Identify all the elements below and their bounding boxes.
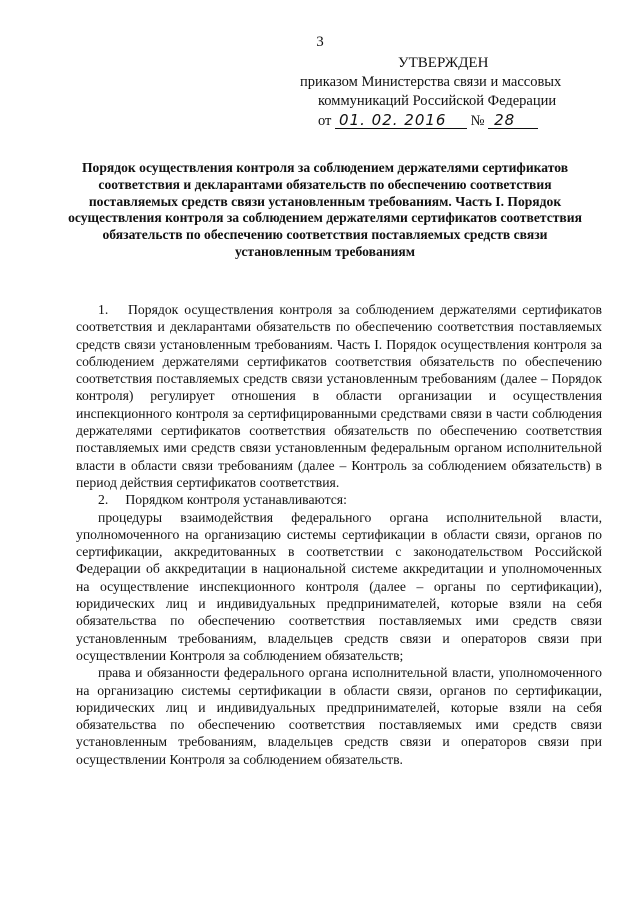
list-item [76,491,602,508]
approval-line-2: коммуникаций Российской Федерации [318,93,557,109]
paragraph: процедуры взаимодействия федерального органа исполнительной власти, уполномоченного на организацию системы сертификации в области связи, органов по сертификации, аккредитованных в соответствии с законодательством Российской Федерации об аккредитации в национальной системе аккредитации и уполномоченных на осуществление инспекционного контроля (далее – органы по сертификации), юридических лиц и индивидуальных предпринимателей, которые взяли на себя обязательства по обеспечению соответствия поставляемых ими средств связи установленным требованиям, владельцев средств связи и операторов связи при осуществлении Контроля за соблюдением обязательств; [76,509,602,663]
number-prefix: № [470,113,485,129]
approval-block [300,54,590,131]
approval-heading: УТВЕРЖДЕН [398,55,489,71]
item-number: 1. [98,302,109,317]
document-title: Порядок осуществления контроля за соблюдением держателями сертификатов соответствия и декларантами обязательств по обеспечению соответствия поставляемых средств связи установленным требованиям. Часть I. Порядок осуществления контроля за соблюдением держателями сертификатов соответствия обязательств по обеспечению соответствия поставляемых средств связи установленным требованиям [68,160,582,259]
paragraph: права и обязанности федерального органа исполнительной власти, уполномоченного на организацию системы сертификации в области связи, органов по сертификации, юридических лиц и индивидуальных предпринимателей, которые взяли на себя обязательства по обеспечению соответствия поставляемых ими средств связи установленным требованиям, владельцев средств связи и операторов связи при осуществлении Контроля за соблюдением обязательств. [76,665,602,767]
list-item [76,301,602,491]
handwritten-date: 01. 02. 2016 [335,112,467,129]
document-body [76,301,602,768]
item-number: 2. [98,492,109,508]
handwritten-number: 28 [488,112,538,129]
approval-line-1: приказом Министерства связи и массовых [300,74,562,90]
approval-date-line [300,112,590,131]
item-text: Порядком контроля устанавливаются: [125,492,347,508]
date-prefix: от [318,113,332,129]
item-text: Порядок осуществления контроля за соблюдением держателями сертификатов соответствия и декларантами обязательств по обеспечению соответствия поставляемых средств связи установленным требованиям. Часть I. Порядок осуществления контроля за соблюдением держателями сертификатов соответствия обязательств по обеспечению соответствия поставляемых средств связи установленным требованиям (далее – Порядок контроля) регулирует отношения в области организации и осуществления инспекционного контроля за сертифицированными средствами связи в части соблюдения держателями сертификатов соответствия обязательств по обеспечению соответствия поставляемых ими средств связи установленным федеральным органом исполнительной власти в области связи требованиям (далее – Контроль за соблюдением обязательств) в период действия сертификатов соответствия. [76,302,603,490]
page-number: 3 [316,34,324,50]
